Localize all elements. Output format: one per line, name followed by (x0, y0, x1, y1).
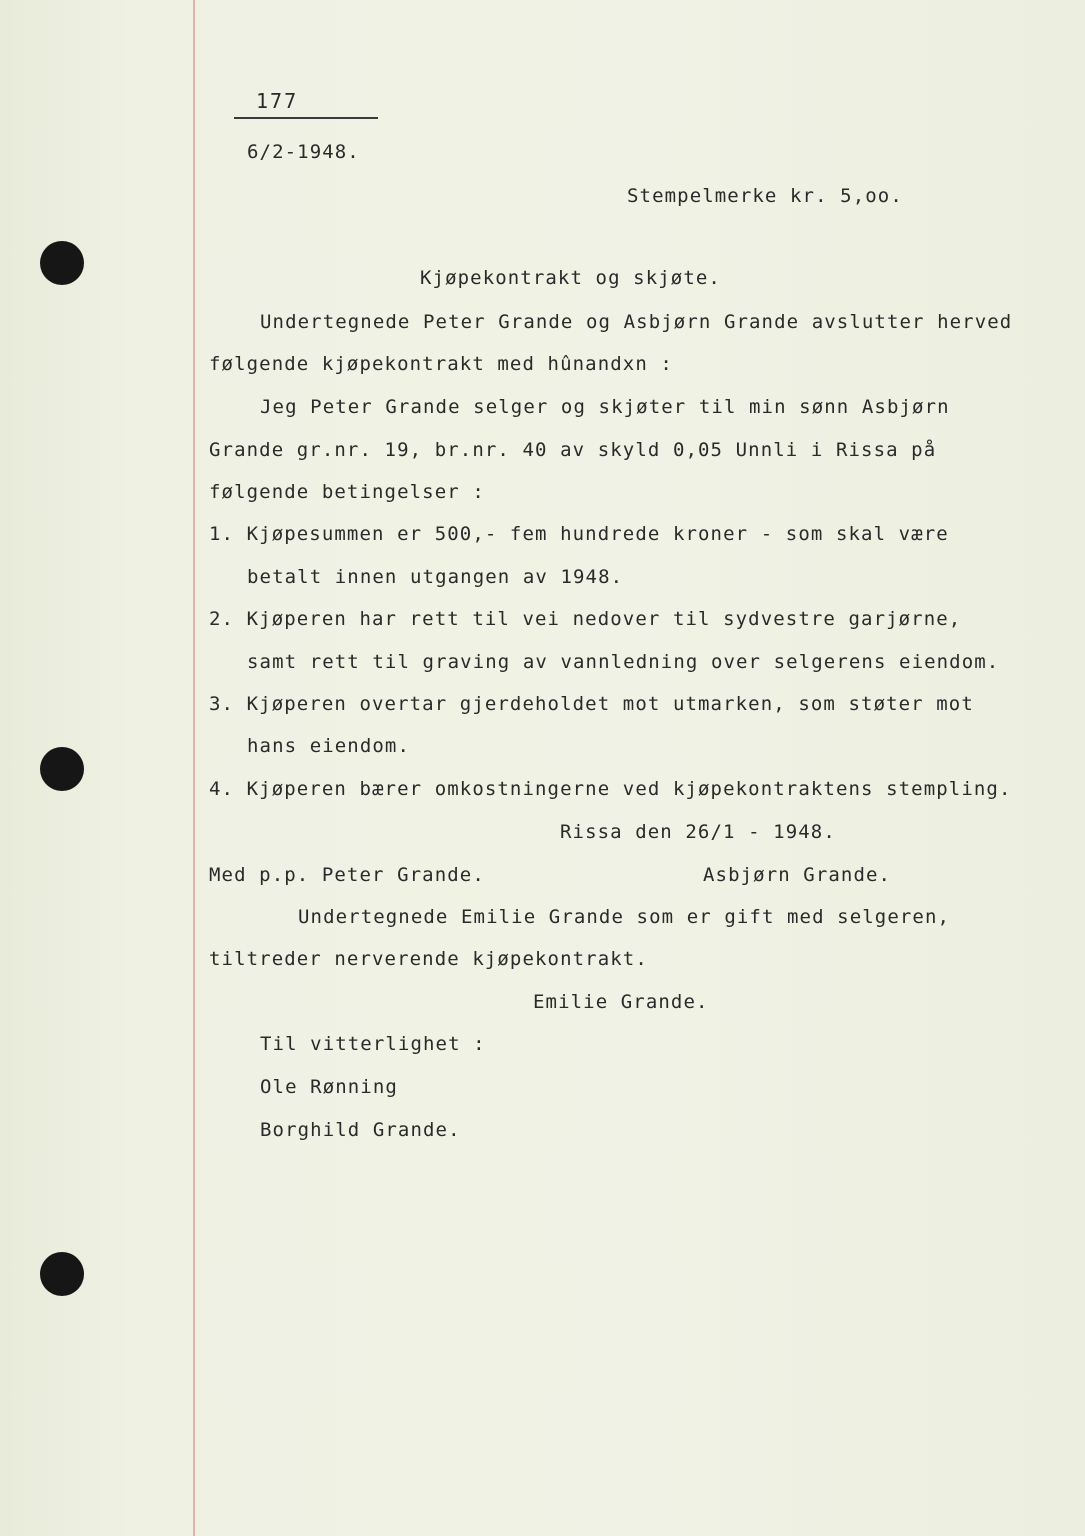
place-date: Rissa den 26/1 - 1948. (560, 821, 836, 843)
condition-line: 2. Kjøperen har rett til vei nedover til sydvestre garjørne, (209, 608, 962, 630)
punch-hole-middle (40, 747, 84, 791)
document-title: Kjøpekontrakt og skjøte. (420, 267, 721, 289)
body-line: Undertegnede Peter Grande og Asbjørn Grande avslutter herved (260, 311, 1013, 333)
body-line: følgende kjøpekontrakt med hûnandxn : (209, 353, 673, 375)
condition-line: hans eiendom. (247, 735, 411, 757)
body-line: Grande gr.nr. 19, br.nr. 40 av skyld 0,05 Unnli i Rissa på (209, 439, 937, 461)
punch-hole-top (40, 241, 84, 285)
condition-line: 3. Kjøperen overtar gjerdeholdet mot utmarken, som støter mot (209, 693, 974, 715)
stamp-note: Stempelmerke kr. 5,oo. (627, 185, 903, 207)
condition-line: samt rett til graving av vannledning over selgerens eiendom. (247, 651, 1000, 673)
witness-label: Til vitterlighet : (260, 1033, 486, 1055)
condition-line: 1. Kjøpesummen er 500,- fem hundrede kroner - som skal være (209, 523, 949, 545)
signature-buyer: Asbjørn Grande. (703, 864, 892, 886)
condition-line: betalt innen utgangen av 1948. (247, 566, 624, 588)
entry-date: 6/2-1948. (247, 141, 360, 163)
condition-line: 4. Kjøperen bærer omkostningerne ved kjøpekontraktens stempling. (209, 778, 1012, 800)
witness-name: Ole Rønning (260, 1076, 398, 1098)
body-line: Jeg Peter Grande selger og skjøter til min sønn Asbjørn (260, 396, 950, 418)
page-number-rule (234, 117, 378, 119)
witness-name: Borghild Grande. (260, 1119, 461, 1141)
consent-line: tiltreder nerverende kjøpekontrakt. (209, 948, 648, 970)
page-number: 177 (256, 89, 299, 113)
signature-seller: Med p.p. Peter Grande. (209, 864, 485, 886)
body-line: følgende betingelser : (209, 481, 485, 503)
margin-line (193, 0, 195, 1536)
consent-line: Undertegnede Emilie Grande som er gift med selgeren, (298, 906, 951, 928)
signature-wife: Emilie Grande. (533, 991, 709, 1013)
punch-hole-bottom (40, 1252, 84, 1296)
